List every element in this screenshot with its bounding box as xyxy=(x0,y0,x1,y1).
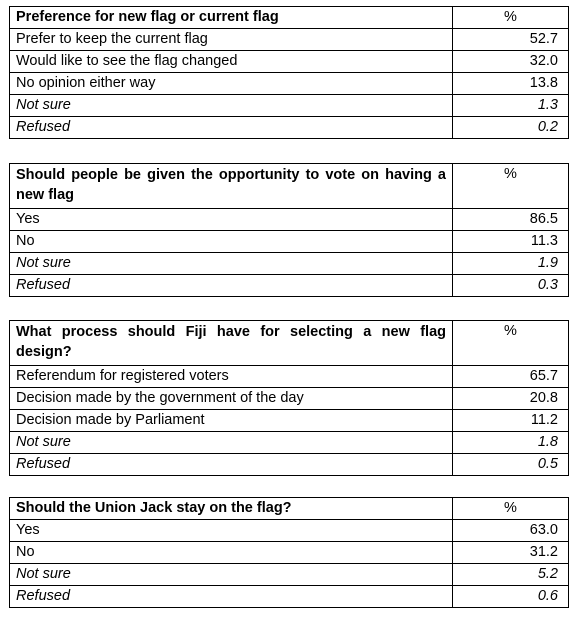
row-label: Refused xyxy=(10,117,453,139)
row-label: No opinion either way xyxy=(10,73,453,95)
survey-table-vote-opportunity xyxy=(9,163,569,297)
table-row xyxy=(10,73,569,95)
table-row xyxy=(10,209,569,231)
row-label: Yes xyxy=(10,209,453,231)
table-row xyxy=(10,51,569,73)
table-row xyxy=(10,520,569,542)
table-row xyxy=(10,388,569,410)
table-header-row xyxy=(10,498,569,520)
percent-header: % xyxy=(453,321,569,366)
row-value: 20.8 xyxy=(453,388,569,410)
table-row xyxy=(10,454,569,476)
row-label: No xyxy=(10,231,453,253)
row-value: 1.8 xyxy=(453,432,569,454)
row-label: No xyxy=(10,542,453,564)
table-row xyxy=(10,432,569,454)
table-row xyxy=(10,253,569,275)
row-value: 1.3 xyxy=(453,95,569,117)
row-label: Would like to see the flag changed xyxy=(10,51,453,73)
row-value: 0.2 xyxy=(453,117,569,139)
row-label: Decision made by the government of the day xyxy=(10,388,453,410)
row-label: Refused xyxy=(10,275,453,297)
question-header: Should the Union Jack stay on the flag? xyxy=(10,498,453,520)
row-label: Not sure xyxy=(10,432,453,454)
row-value: 5.2 xyxy=(453,564,569,586)
row-value: 65.7 xyxy=(453,366,569,388)
row-value: 0.6 xyxy=(453,586,569,608)
survey-table-flag-preference xyxy=(9,6,569,139)
row-label: Decision made by Parliament xyxy=(10,410,453,432)
row-label: Referendum for registered voters xyxy=(10,366,453,388)
table-row xyxy=(10,542,569,564)
table-row xyxy=(10,117,569,139)
table-row xyxy=(10,564,569,586)
table-header-row xyxy=(10,321,569,366)
row-value: 32.0 xyxy=(453,51,569,73)
percent-header: % xyxy=(453,498,569,520)
percent-header: % xyxy=(453,7,569,29)
question-header: What process should Fiji have for selecting a new flag design? xyxy=(10,321,453,366)
row-value: 11.3 xyxy=(453,231,569,253)
table-row xyxy=(10,275,569,297)
survey-table-selection-process xyxy=(9,320,569,476)
row-label: Not sure xyxy=(10,564,453,586)
row-value: 11.2 xyxy=(453,410,569,432)
row-label: Yes xyxy=(10,520,453,542)
row-label: Prefer to keep the current flag xyxy=(10,29,453,51)
table-row xyxy=(10,29,569,51)
table-header-row xyxy=(10,7,569,29)
row-label: Not sure xyxy=(10,253,453,275)
row-value: 86.5 xyxy=(453,209,569,231)
table-row xyxy=(10,231,569,253)
row-value: 0.5 xyxy=(453,454,569,476)
row-label: Not sure xyxy=(10,95,453,117)
row-label: Refused xyxy=(10,586,453,608)
row-value: 31.2 xyxy=(453,542,569,564)
percent-header: % xyxy=(453,164,569,209)
question-header: Should people be given the opportunity to vote on having a new flag xyxy=(10,164,453,209)
row-value: 63.0 xyxy=(453,520,569,542)
row-value: 1.9 xyxy=(453,253,569,275)
table-row xyxy=(10,366,569,388)
row-value: 52.7 xyxy=(453,29,569,51)
row-value: 13.8 xyxy=(453,73,569,95)
table-header-row xyxy=(10,164,569,209)
table-row xyxy=(10,95,569,117)
question-header: Preference for new flag or current flag xyxy=(10,7,453,29)
row-label: Refused xyxy=(10,454,453,476)
row-value: 0.3 xyxy=(453,275,569,297)
table-row xyxy=(10,410,569,432)
survey-table-union-jack xyxy=(9,497,569,608)
table-row xyxy=(10,586,569,608)
